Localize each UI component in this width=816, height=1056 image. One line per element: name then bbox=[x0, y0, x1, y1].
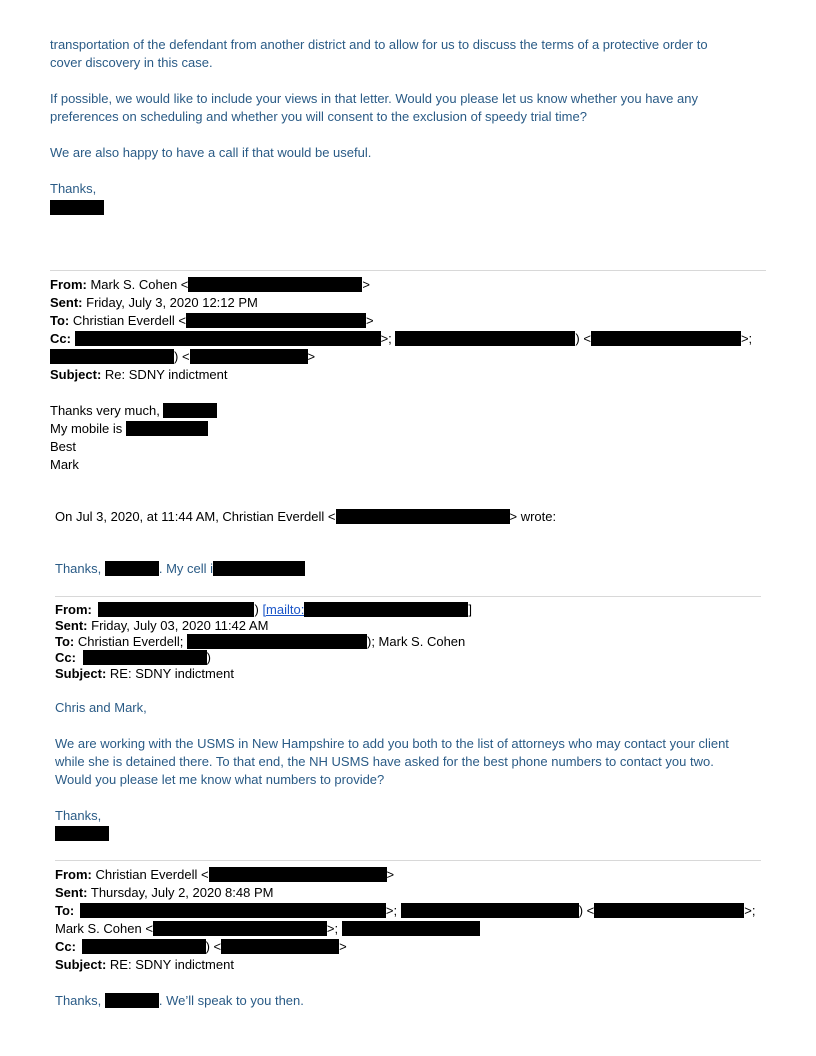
body-line: Mark bbox=[50, 457, 79, 472]
redaction bbox=[342, 921, 480, 936]
redaction bbox=[594, 903, 744, 918]
redaction bbox=[163, 403, 217, 418]
email-cc: Cc: >; ) < >; bbox=[50, 331, 753, 346]
redaction bbox=[50, 200, 104, 215]
redaction bbox=[75, 331, 381, 346]
email-sent: Sent: Friday, July 3, 2020 12:12 PM bbox=[50, 295, 258, 310]
email-to-cont: Mark S. Cohen < >; bbox=[55, 920, 480, 937]
redaction bbox=[221, 939, 339, 954]
redaction bbox=[401, 903, 579, 918]
email-subject: Subject: RE: SDNY indictment bbox=[55, 666, 234, 681]
redaction bbox=[188, 277, 362, 292]
body-line: transportation of the defendant from another district and to allow for us to discuss the terms of a protective order to bbox=[50, 37, 708, 52]
body-line: Would you please let me know what numbers to provide? bbox=[55, 772, 385, 787]
redaction bbox=[591, 331, 741, 346]
redaction bbox=[213, 561, 305, 576]
email-from: From: Mark S. Cohen < > bbox=[50, 277, 370, 292]
email-cc-cont: ) < > bbox=[50, 348, 315, 365]
email-to: To: >; ) < >; bbox=[55, 903, 756, 918]
body-line: Best bbox=[50, 439, 77, 454]
redaction bbox=[82, 939, 206, 954]
email-to: To: Christian Everdell < > bbox=[50, 313, 374, 328]
redaction bbox=[105, 993, 159, 1008]
body-line: Thanks, . We’ll speak to you then. bbox=[55, 993, 304, 1008]
body-line: We are working with the USMS in New Hampshire to add you both to the list of attorneys who may contact your client bbox=[55, 736, 729, 751]
body-line: Thanks, . My cell i bbox=[55, 560, 305, 577]
redaction bbox=[304, 602, 468, 617]
email-sent: Sent: Friday, July 03, 2020 11:42 AM bbox=[55, 618, 269, 633]
redaction bbox=[190, 349, 308, 364]
redaction bbox=[80, 903, 386, 918]
body-line: We are also happy to have a call if that would be useful. bbox=[50, 145, 372, 160]
body-line: Thanks very much, bbox=[50, 402, 217, 419]
email-subject: Subject: RE: SDNY indictment bbox=[55, 957, 234, 972]
quote-header: On Jul 3, 2020, at 11:44 AM, Christian Everdell < > wrote: bbox=[55, 509, 557, 524]
email-subject: Subject: Re: SDNY indictment bbox=[50, 367, 228, 382]
body-line: cover discovery in this case. bbox=[50, 55, 213, 70]
signoff: Thanks, bbox=[55, 808, 102, 823]
body-line: If possible, we would like to include your views in that letter. Would you please let us know whether you have any bbox=[50, 91, 698, 106]
divider bbox=[55, 860, 761, 861]
redaction bbox=[83, 650, 207, 665]
body-line: preferences on scheduling and whether you will consent to the exclusion of speedy trial time? bbox=[50, 109, 587, 124]
body-line: My mobile is bbox=[50, 420, 208, 437]
greeting: Chris and Mark, bbox=[55, 700, 147, 715]
redaction bbox=[395, 331, 575, 346]
divider bbox=[55, 596, 761, 597]
redaction bbox=[187, 634, 367, 649]
mailto-link[interactable]: [mailto: bbox=[262, 602, 305, 617]
email-to: To: Christian Everdell; ); Mark S. Cohen bbox=[55, 634, 466, 649]
divider bbox=[50, 270, 766, 271]
redaction bbox=[126, 421, 208, 436]
email-cc: Cc: ) bbox=[55, 650, 211, 665]
redaction bbox=[336, 509, 510, 524]
redaction bbox=[50, 349, 174, 364]
redaction bbox=[55, 826, 109, 841]
email-cc: Cc: ) < > bbox=[55, 939, 347, 954]
redaction bbox=[186, 313, 366, 328]
redaction bbox=[98, 602, 254, 617]
email-sent: Sent: Thursday, July 2, 2020 8:48 PM bbox=[55, 885, 274, 900]
signoff: Thanks, bbox=[50, 181, 97, 196]
email-from: From: ) [mailto: ] bbox=[55, 602, 472, 617]
redaction bbox=[153, 921, 327, 936]
redaction bbox=[209, 867, 387, 882]
body-line: while she is detained there. To that end, the NH USMS have asked for the best phone numbers to contact you two. bbox=[55, 754, 714, 769]
email-from: From: Christian Everdell < > bbox=[55, 867, 395, 882]
redaction bbox=[105, 561, 159, 576]
